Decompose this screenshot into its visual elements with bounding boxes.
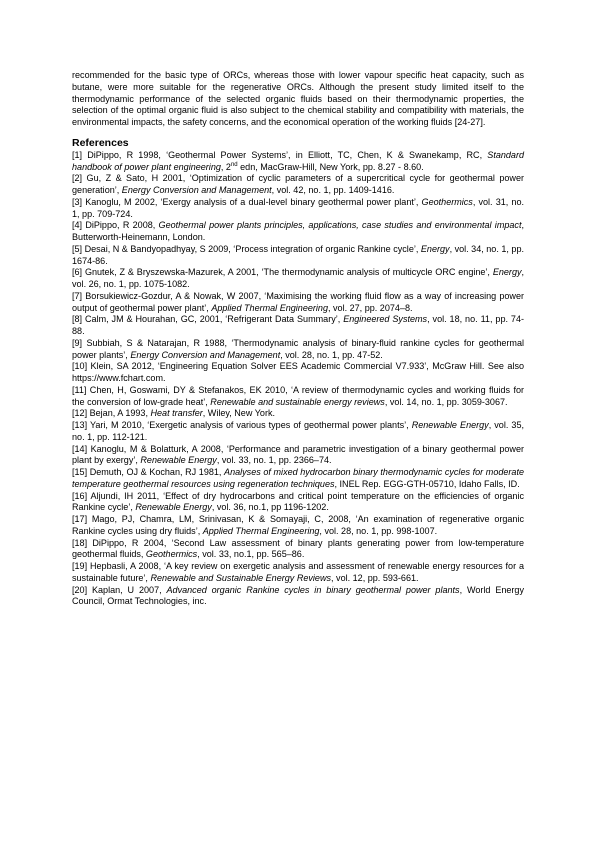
reference-source-title: Renewable Energy: [411, 420, 489, 430]
reference-superscript: nd: [230, 161, 238, 168]
reference-source-title: Engineered Systems: [343, 314, 428, 325]
reference-text: DiPippo, R 2008,: [85, 220, 159, 231]
reference-number: [12]: [72, 408, 88, 419]
reference-text: DiPippo, R 1998, ‘Geothermal Power Systems’, in Elliott, TC, Chen, K & Swanekamp, RC,: [87, 149, 488, 160]
reference-item: [72, 150, 524, 174]
reference-text: Yari, M 2010, ‘Exergetic analysis of various types of geothermal power plants’,: [90, 420, 412, 430]
reference-source-title: Geothermics: [421, 196, 473, 207]
reference-details: , World Energy Council, Ormat Technologies, inc.: [72, 584, 524, 607]
reference-item: [72, 385, 524, 409]
reference-number: [11]: [72, 384, 87, 395]
reference-details: , vol. 14, no. 1, pp. 3059-3067.: [384, 396, 508, 407]
reference-item: [72, 514, 524, 538]
reference-item: [72, 585, 524, 609]
reference-item: [72, 338, 524, 362]
reference-item: [72, 467, 524, 491]
reference-details: , vol. 28, no. 1, pp. 998-1007.: [319, 525, 438, 536]
reference-source-title: Applied Thermal Engineering: [211, 302, 328, 313]
reference-text: Calm, JM & Hourahan, GC, 2001, ‘Refrigerant Data Summary’,: [85, 314, 344, 325]
reference-text: Chen, H, Goswami, DY & Stefanakos, EK 2010, ‘A review of thermodynamic cycles and working fluids for the conversion of low-grade heat’,: [72, 384, 524, 407]
reference-text: Desai, N & Bandyopadhyay, S 2009, ‘Process integration of organic Rankine cycle’,: [84, 243, 421, 254]
reference-text: Borsukiewicz-Gozdur, A & Nowak, W 2007, ‘Maximising the working fluid flow as a way of increasing power output of geothermal power plant’,: [72, 290, 525, 313]
reference-number: [2]: [72, 173, 83, 184]
reference-text: Gu, Z & Sato, H 2001, ‘Optimization of cyclic parameters of a supercritical cycle for geothermal power generation’,: [72, 173, 524, 195]
reference-source-title: Analyses of mixed hydrocarbon binary thermodynamic cycles for moderate temperature geothermal resources using regeneration techniques: [72, 467, 524, 489]
reference-item: [72, 267, 524, 291]
reference-details: , vol. 26, no. 1, pp. 1075-1082.: [72, 267, 525, 289]
reference-details: , INEL Rep. EGG-GTH-05710, Idaho Falls, ID.: [334, 478, 520, 489]
reference-details: , 2: [220, 161, 231, 172]
reference-text: Hepbasli, A 2008, ‘A key review on exergetic analysis and assessment of renewable energy resources for a sustainable future’,: [72, 561, 524, 583]
reference-list: [72, 150, 524, 608]
reference-source-title: Renewable and Sustainable Energy Reviews: [150, 572, 332, 583]
reference-item: [72, 561, 524, 585]
reference-number: [3]: [72, 196, 83, 207]
page-content: [72, 70, 524, 608]
reference-text: DiPippo, R 2004, ‘Second Law assessment of binary plants generating power from low-temperature geothermal fluids,: [72, 537, 524, 560]
reference-text: Aljundi, IH 2011, ‘Effect of dry hydrocarbons and critical point temperature on the efficiencies of organic Rankine cycle’,: [72, 490, 524, 513]
reference-text: Demuth, OJ & Kochan, RJ 1981,: [89, 467, 225, 477]
reference-details: , vol. 33, no.1, pp. 565–86.: [197, 549, 305, 560]
reference-source-title: Renewable and sustainable energy reviews: [210, 396, 385, 407]
reference-item: [72, 173, 524, 197]
reference-text: Kanoglu, M 2002, ‘Exergy analysis of a dual-level binary geothermal power plant’,: [85, 196, 422, 207]
reference-details: , vol. 33, no. 1, pp. 2366–74.: [216, 455, 332, 466]
reference-details: , vol. 28, no. 1, pp. 47-52.: [280, 349, 383, 360]
reference-item: [72, 361, 524, 385]
reference-text: Bejan, A 1993,: [89, 408, 151, 419]
reference-item: [72, 220, 524, 244]
reference-number: [10]: [72, 361, 88, 372]
reference-details: , vol. 34, no. 1, pp. 1674-86.: [72, 243, 525, 266]
reference-item: [72, 291, 524, 315]
reference-source-title: Advanced organic Rankine cycles in binary geothermal power plants: [166, 584, 460, 595]
reference-details: , vol. 35, no. 1, pp. 112-121.: [72, 420, 524, 442]
reference-number: [14]: [72, 443, 88, 454]
reference-number: [1]: [72, 149, 83, 160]
reference-number: [7]: [72, 290, 83, 301]
reference-item: [72, 244, 524, 268]
reference-source-title: Energy Conversion and Management: [130, 349, 281, 360]
reference-text: Mago, PJ, Chamra, LM, Srinivasan, K & Somayaji, C, 2008, ‘An examination of regenerative organic Rankine cycles using dry fluids’,: [72, 514, 524, 536]
references-heading: References: [72, 136, 129, 149]
reference-details: , vol. 31, no. 1, pp. 709-724.: [72, 196, 524, 219]
reference-item: [72, 197, 524, 221]
reference-source-title: Standard handbook of power plant engineering: [72, 149, 524, 172]
reference-item: [72, 420, 524, 444]
intro-paragraph: recommended for the basic type of ORCs, whereas those with lower vapour specific heat capacity, such as butane, were more suitable for the regenerative ORCs. Although the present study limited itself to the thermodynamic performance of the selected organic fluids based on their thermodynamic properties, the selection of the optimal organic fluid is also subject to the chemical stability and compatibility with materials, the environmental impacts, the safety concerns, and the economical operation of the working fluids [24-27].: [72, 70, 524, 127]
reference-number: [8]: [72, 314, 83, 325]
reference-text: Kanoglu, M & Bolatturk, A 2008, ‘Performance and parametric investigation of a binary geothermal power plant by exergy’,: [72, 443, 524, 466]
reference-number: [19]: [72, 561, 88, 571]
reference-number: [13]: [72, 420, 88, 430]
reference-source-title: Renewable Energy: [135, 502, 212, 513]
reference-details: , Wiley, New York.: [202, 408, 276, 419]
reference-source-title: Renewable Energy: [140, 455, 217, 466]
reference-number: [6]: [72, 267, 83, 278]
reference-text: Subbiah, S & Natarajan, R 1988, ‘Thermodynamic analysis of binary-fluid rankine cycles for geothermal power plants’,: [72, 337, 525, 360]
reference-details: , Butterworth-Heinemann, London.: [72, 220, 524, 242]
reference-number: [18]: [72, 537, 88, 548]
reference-details: , vol. 42, no. 1, pp. 1409-1416.: [271, 185, 395, 195]
reference-source-title: Geothermics: [145, 549, 198, 560]
reference-text: Kaplan, U 2007,: [91, 584, 167, 595]
reference-item: [72, 444, 524, 468]
reference-source-title: Geothermal power plants principles, applications, case studies and environmental impact: [158, 220, 522, 231]
reference-details: , vol. 18, no. 11, pp. 74-88.: [72, 314, 524, 336]
reference-source-title: Energy: [420, 243, 450, 254]
reference-details: , vol. 27, pp. 2074–8.: [328, 302, 413, 313]
reference-details: , vol. 12, pp. 593-661.: [331, 572, 419, 583]
reference-source-title: Energy Conversion and Management: [121, 185, 272, 195]
reference-number: [5]: [72, 243, 83, 254]
reference-source-title: Applied Thermal Engineering: [202, 525, 320, 536]
reference-details: , vol. 36, no.1, pp 1196-1202.: [211, 502, 329, 513]
reference-item: [72, 408, 524, 420]
reference-text: Klein, SA 2012, ‘Engineering Equation Solver EES Academic Commercial V7.933’, McGraw Hill. See also https://www.fchart.com.: [72, 361, 524, 383]
reference-number: [17]: [72, 514, 88, 524]
reference-item: [72, 314, 524, 338]
reference-number: [16]: [72, 490, 88, 501]
reference-number: [15]: [72, 467, 88, 477]
reference-details-cont: edn, MacGraw-Hill, New York, pp. 8.27 - 8.60.: [237, 161, 424, 172]
reference-number: [9]: [72, 337, 83, 348]
reference-source-title: Heat transfer: [150, 408, 203, 419]
reference-item: [72, 491, 524, 515]
reference-text: Gnutek, Z & Bryszewska-Mazurek, A 2001, ‘The thermodynamic analysis of multicycle ORC engine’,: [84, 267, 493, 278]
reference-item: [72, 538, 524, 562]
reference-number: [20]: [72, 584, 88, 595]
reference-number: [4]: [72, 220, 83, 231]
reference-source-title: Energy: [492, 267, 522, 278]
